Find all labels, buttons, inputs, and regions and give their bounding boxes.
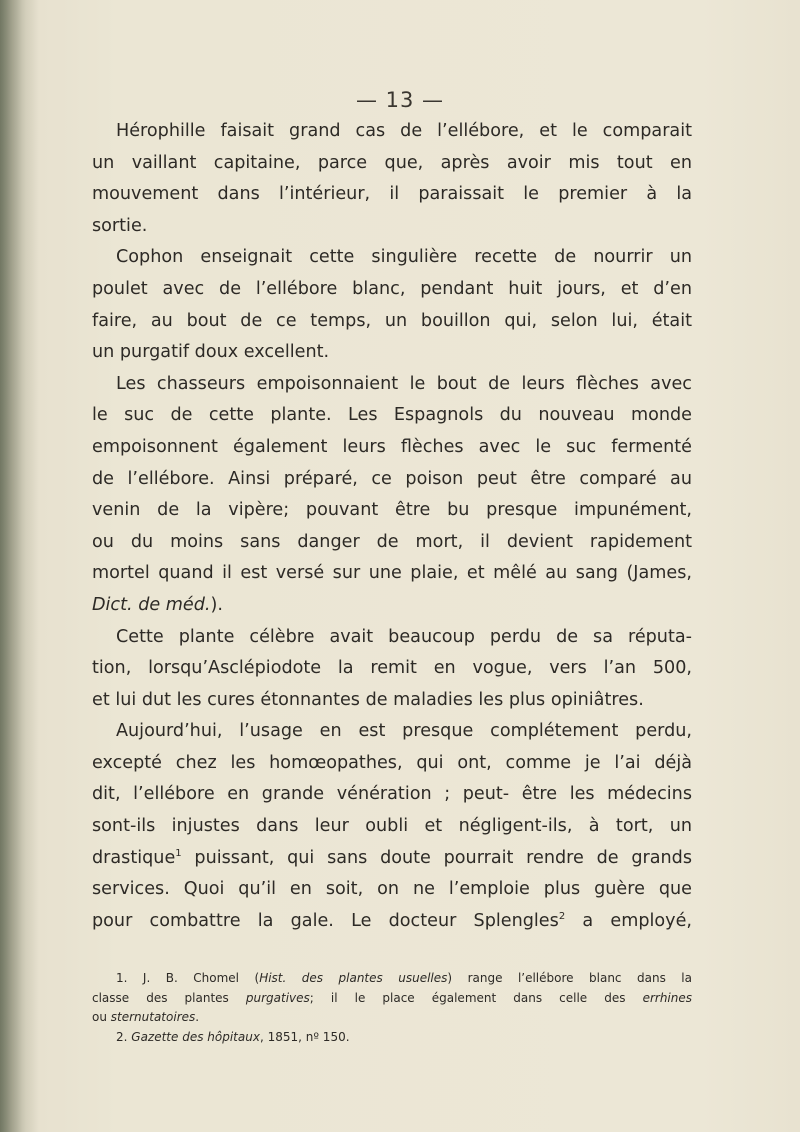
footnote-2-line — [92, 1028, 692, 1048]
text-line: Cette plante célèbre avait beaucoup perdu de sa réputa- — [116, 626, 692, 647]
text-line: un purgatif doux excellent. — [92, 342, 330, 363]
text-line: de l’ellébore. Ainsi préparé, ce poison peut être comparé au — [92, 468, 692, 489]
footnote-text: . — [195, 1010, 200, 1024]
text-line: faire, au bout de ce temps, un bouillon qui, selon lui, était — [92, 310, 692, 331]
footnote-text: ou — [92, 1010, 111, 1024]
text-segment: puissant, qui sans doute pourrait rendre de grands — [181, 847, 692, 868]
footnote-text: , 1851, nº 150. — [259, 1029, 350, 1044]
citation-close: ). — [210, 594, 223, 615]
text-line: venin de la vipère; pouvant être bu presque impunément, — [92, 500, 692, 521]
footnote-italic: Gazette des hôpitaux — [131, 1029, 260, 1044]
text-line: poulet avec de l’ellébore blanc, pendant huit jours, et d’en — [92, 278, 692, 299]
footnote-1-line — [92, 969, 692, 989]
footnote-text: 1. J. B. Chomel ( — [116, 971, 260, 985]
text-line: Cophon enseignait cette singulière recette de nourrir un — [116, 247, 692, 268]
text-line — [92, 590, 692, 622]
footnote-1-line — [92, 989, 692, 1009]
text-line: mortel quand il est versé sur une plaie, et mêlé au sang (James, — [92, 563, 692, 584]
text-line: tion, lorsqu’Asclépiodote la remit en vogue, vers l’an 500, — [92, 658, 692, 679]
footnote-text: classe des plantes — [92, 990, 246, 1005]
text-line: un vaillant capitaine, parce que, après avoir mis tout en — [92, 152, 692, 173]
footnotes — [92, 969, 692, 1047]
text-segment: pour combattre la gale. Le docteur Splengles — [92, 910, 559, 931]
body-text — [92, 116, 692, 937]
text-line: sortie. — [92, 215, 148, 236]
text-line: ou du moins sans danger de mort, il devient rapidement — [92, 531, 692, 552]
footnote-italic: Hist. des plantes usuelles — [259, 971, 448, 985]
citation-italic: Dict. de méd. — [92, 594, 211, 615]
text-line — [92, 843, 692, 875]
text-line: excepté chez les homœopathes, qui ont, comme je l’ai déjà — [92, 752, 692, 773]
page-number: — 13 — — [355, 88, 445, 112]
text-line: Aujourd’hui, l’usage en est presque complétement perdu, — [116, 721, 692, 742]
text-line: Les chasseurs empoisonnaient le bout de leurs flèches avec — [116, 373, 692, 394]
footnote-italic: purgatives — [245, 990, 310, 1005]
text-line: le suc de cette plante. Les Espagnols du nouveau monde — [92, 405, 692, 426]
footnote-text: ) range l’ellébore blanc dans la — [447, 971, 692, 985]
footnote-text: ; il le place également dans celle des — [309, 990, 643, 1005]
text-line: et lui dut les cures étonnantes de maladies les plus opiniâtres. — [92, 689, 644, 710]
text-line: dit, l’ellébore en grande vénération ; peut- être les médecins — [92, 784, 692, 805]
text-line — [92, 906, 692, 938]
text-line: services. Quoi qu’il en soit, on ne l’emploie plus guère que — [92, 879, 692, 900]
text-segment: drastique — [92, 847, 176, 868]
text-segment: a employé, — [565, 910, 693, 931]
footnote-1-line — [92, 1008, 692, 1028]
footnote-italic: sternutatoires — [110, 1010, 196, 1024]
footnote-ref-1: 1 — [175, 847, 182, 859]
text-line: empoisonnent également leurs flèches avec le suc fermenté — [92, 436, 692, 457]
text-line: mouvement dans l’intérieur, il paraissait le premier à la — [92, 184, 692, 205]
binding-shadow — [0, 0, 38, 1132]
footnote-ref-2: 2 — [558, 910, 566, 922]
footnote-italic: errhines — [642, 990, 693, 1005]
footnote-text: 2. — [116, 1029, 132, 1044]
text-line: Hérophille faisait grand cas de l’ellébore, et le comparait — [116, 121, 692, 141]
text-line: sont-ils injustes dans leur oubli et négligent-ils, à tort, un — [92, 816, 692, 837]
